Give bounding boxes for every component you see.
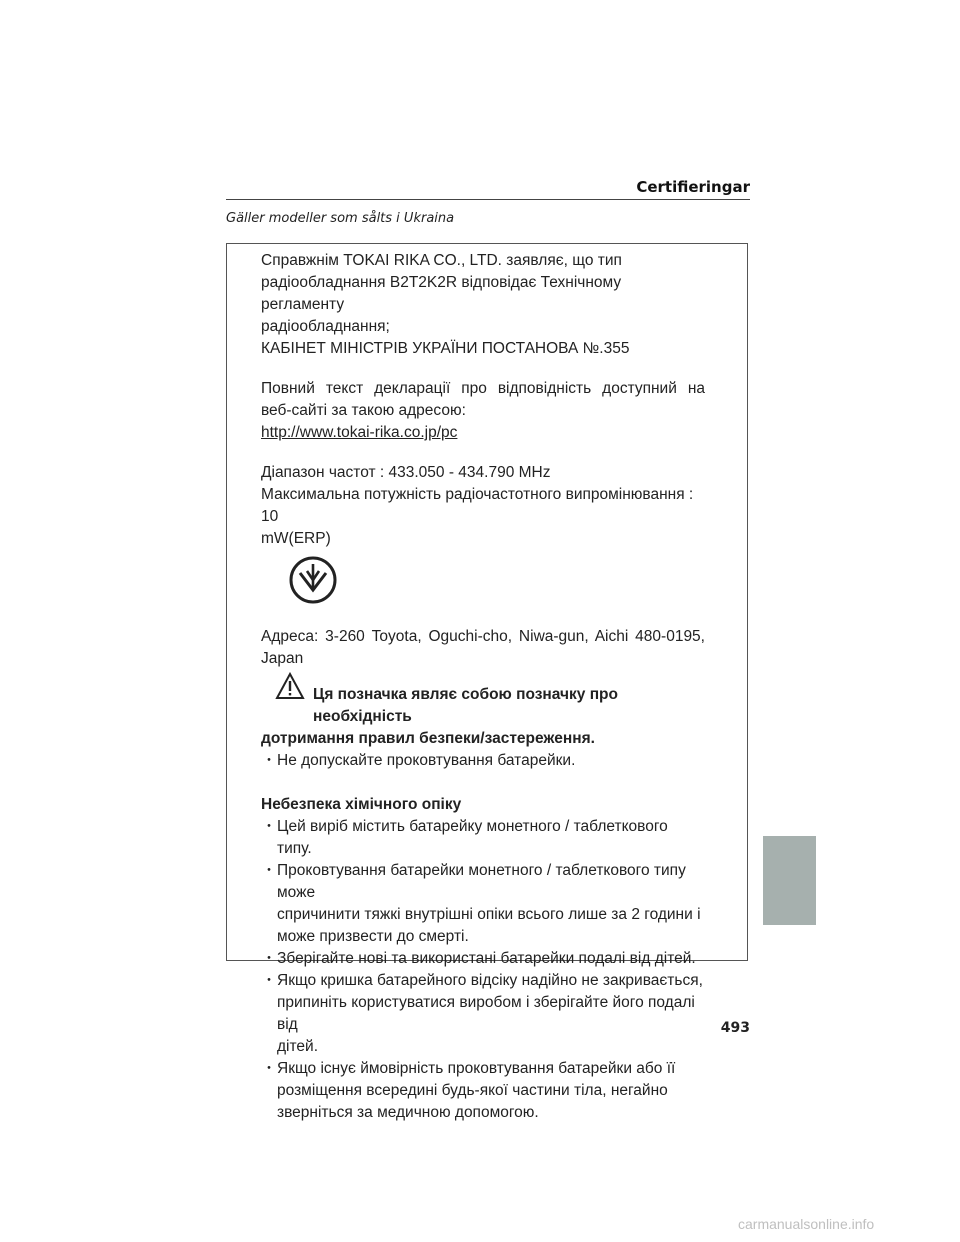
decree-line: КАБІНЕТ МІНІСТРІВ УКРАЇНИ ПОСТАНОВА №.355	[261, 340, 630, 357]
list-item: ・Проковтування батарейки монетного / таблеткового типу може	[261, 862, 686, 901]
declaration-line: радіообладнання;	[261, 318, 390, 335]
page-number: 493	[720, 1020, 750, 1036]
declaration-url-link[interactable]: http://www.tokai-rika.co.jp/pc	[261, 424, 458, 441]
list-item-continuation: спричинити тяжкі внутрішні опіки всього лише за 2 години і	[277, 906, 701, 923]
section-title: Certifieringar	[636, 178, 750, 196]
warning-line: дотримання правил безпеки/застереження.	[261, 730, 595, 747]
list-item-continuation: розміщення всередині будь-якої частини тіла, негайно	[277, 1082, 668, 1099]
list-item-continuation: зверніться за медичною допомогою.	[277, 1104, 539, 1121]
address-line: Japan	[261, 650, 304, 667]
subtitle: Gäller modeller som sålts i Ukraina	[226, 211, 455, 226]
fulltext-line: веб-сайті за такою адресою:	[261, 402, 466, 419]
ukraine-conformity-mark-icon	[287, 554, 339, 613]
watermark: carmanualsonline.info	[738, 1216, 875, 1232]
list-item-continuation: може призвести до смерті.	[277, 928, 469, 945]
list-item: ・Якщо існує ймовірність проковтування батарейки або її	[261, 1060, 676, 1077]
list-item: ・Не допускайте проковтування батарейки.	[261, 752, 576, 769]
declaration-line: радіообладнання B2T2K2R відповідає Технічному регламенту	[261, 274, 622, 313]
warning-line	[261, 684, 705, 728]
list-item: ・Цей виріб містить батарейку монетного / таблеткового типу.	[261, 818, 668, 857]
chapter-side-tab	[763, 836, 816, 925]
max-power-line: mW(ERP)	[261, 530, 331, 547]
list-item: ・Якщо кришка батарейного відсіку надійно не закривається,	[261, 972, 703, 989]
address-line: Адреса: 3-260 Toyota, Oguchi-cho, Niwa-gun, Aichi 480-0195,	[261, 628, 705, 645]
header-rule	[226, 199, 750, 200]
frequency-range: Діапазон частот : 433.050 - 434.790 MHz	[261, 464, 551, 481]
declaration-line: Справжнім TOKAI RIKA CO., LTD. заявляє, що тип	[261, 252, 622, 269]
warning-triangle-icon	[275, 672, 305, 707]
list-item: ・Зберігайте нові та використані батарейки подалі від дітей.	[261, 950, 696, 967]
warning-text: Ця позначка являє собою позначку про необхідність	[313, 686, 618, 725]
fulltext-line: Повний текст декларації про відповідність доступний на	[261, 380, 705, 397]
hazard-heading: Небезпека хімічного опіку	[261, 796, 462, 813]
max-power-line: Максимальна потужність радіочастотного випромінювання : 10	[261, 486, 694, 525]
list-item-continuation: дітей.	[277, 1038, 318, 1055]
content-text	[261, 250, 705, 1124]
list-item-continuation: припиніть користуватися виробом і зберігайте його подалі від	[277, 994, 695, 1033]
